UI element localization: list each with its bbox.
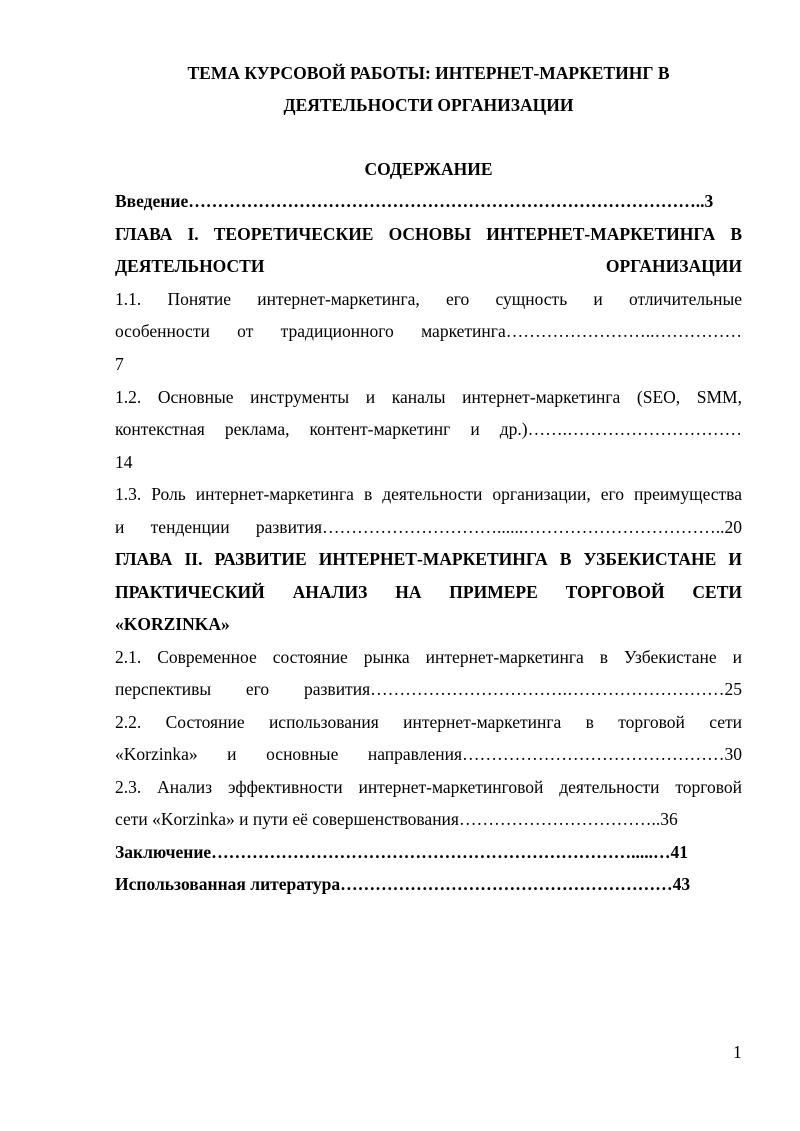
toc-section-1-1-line-1: 1.1. Понятие интернет-маркетинга, его сущность и отличительные (115, 289, 742, 309)
toc-section-2-3-line-1: 2.3. Анализ эффективности интернет-маркетинговой деятельности торговой (115, 777, 742, 797)
toc-literature: Использованная литература…………………………………………………43 (115, 874, 691, 894)
toc-section-1-3-line-2: и тенденции развития…………………………......……………………………..20 (115, 517, 742, 537)
page-number: 1 (733, 1042, 742, 1062)
toc-chapter-1-line-1: ГЛАВА I. ТЕОРЕТИЧЕСКИЕ ОСНОВЫ ИНТЕРНЕТ-МАРКЕТИНГА В (115, 224, 742, 244)
toc-section-2-2-line-2: «Korzinka» и основные направления………………………………………30 (115, 744, 742, 764)
toc-chapter-1-line-2: ДЕЯТЕЛЬНОСТИ ОРГАНИЗАЦИИ (115, 256, 742, 276)
toc-section-2-2-line-1: 2.2. Состояние использования интернет-маркетинга в торговой сети (115, 712, 742, 732)
toc-section-2-3-line-2: сети «Korzinka» и пути её совершенствования……………………………..36 (115, 809, 678, 829)
toc-section-1-2-line-2: контекстная реклама, контент-маркетинг и др.)…….………………………… (115, 419, 742, 439)
toc-chapter-2-line-3: «KORZINKA» (115, 614, 230, 634)
toc-section-1-1-line-2: особенности от традиционного маркетинга……………………..…………… (115, 321, 742, 341)
contents-heading: СОДЕРЖАНИЕ (364, 159, 493, 179)
toc-section-1-2-page: 14 (115, 452, 133, 472)
toc-introduction: Введение……………………………………………………………………………..3 (115, 191, 714, 211)
toc-conclusion: Заключение……………………………………………………………….....…41 (115, 842, 689, 862)
document-title-line-2: ДЕЯТЕЛЬНОСТИ ОРГАНИЗАЦИИ (283, 95, 574, 115)
toc-section-2-1-line-1: 2.1. Современное состояние рынка интернет-маркетинга в Узбекистане и (115, 647, 742, 667)
toc-section-1-1-page: 7 (115, 354, 124, 374)
document-title-line-1: ТЕМА КУРСОВОЙ РАБОТЫ: ИНТЕРНЕТ-МАРКЕТИНГ В (187, 63, 670, 83)
toc-chapter-2-line-2: ПРАКТИЧЕСКИЙ АНАЛИЗ НА ПРИМЕРЕ ТОРГОВОЙ СЕТИ (115, 582, 742, 602)
toc-section-1-2-line-1: 1.2. Основные инструменты и каналы интернет-маркетинга (SEO, SMM, (115, 387, 742, 407)
toc-section-1-3-line-1: 1.3. Роль интернет-маркетинга в деятельности организации, его преимущества (115, 484, 742, 504)
toc-chapter-2-line-1: ГЛАВА II. РАЗВИТИЕ ИНТЕРНЕТ-МАРКЕТИНГА В УЗБЕКИСТАНЕ И (115, 549, 742, 569)
toc-section-2-1-line-2: перспективы его развития…………………………….………………………25 (115, 679, 742, 699)
